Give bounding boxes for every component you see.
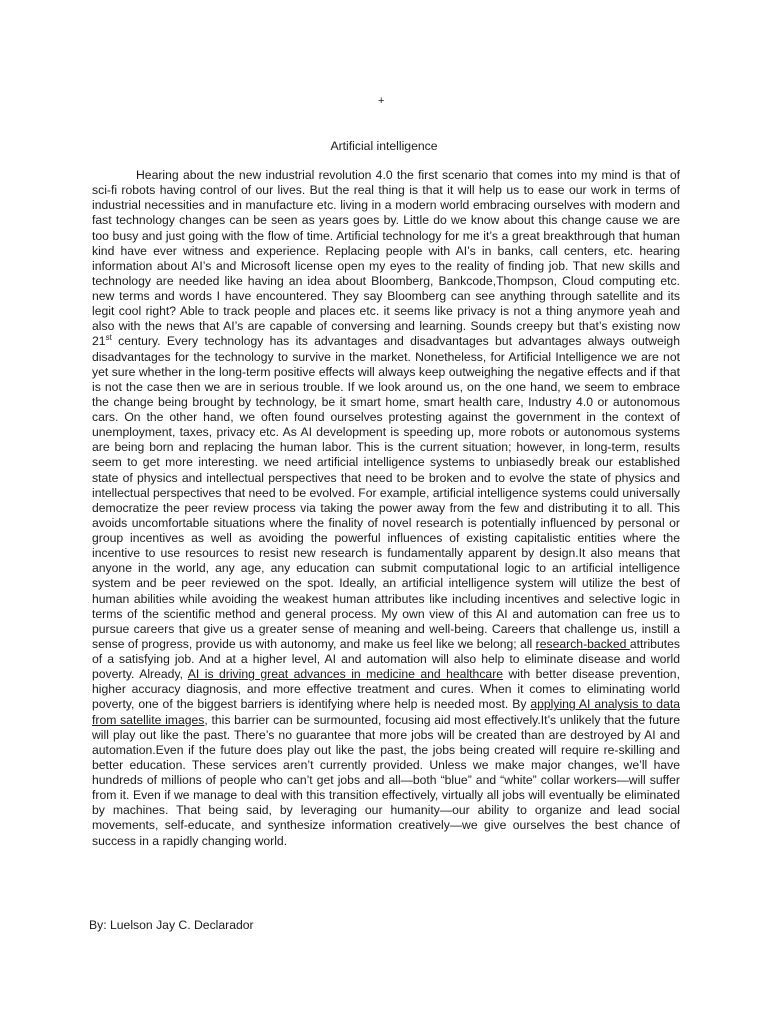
- author-line: By: Luelson Jay C. Declarador: [89, 918, 254, 932]
- text-segment: , this barrier can be surmounted, focusing aid most effectively.It’s unlikely that the future will play out like the past. There’s no guarantee that more jobs will be created than are destroyed by AI and automation.Even if the future does play out like the past, the jobs being created will require re-skilling and better education. These services aren’t currently provided. Unless we make major changes, we’ll have hundreds of millions of people who can’t get jobs and all—both “blue” and “white” collar workers—will suffer from it. Even if we manage to deal with this transition effectively, virtually all jobs will eventually be eliminated by machines. That being said, by leveraging our humanity—our ability to organize and lead social movements, self-educate, and synthesize information creatively—we give ourselves the best chance of success in a rapidly changing world.: [92, 712, 680, 848]
- document-title: Artificial intelligence: [330, 139, 438, 153]
- corner-mark: +: [378, 95, 385, 107]
- research-backed-link[interactable]: research-backed: [535, 636, 630, 651]
- superscript-text: st: [105, 333, 112, 343]
- ai-medicine-link[interactable]: AI is driving great advances in medicine and healthcare: [187, 667, 504, 682]
- text-segment: century. Every technology has its advantages and disadvantages but advantages always outweigh disadvantages for the technology to survive in the market. Nonetheless, for Artificial Intelligence we are not yet sure whether in the long-term positive effects will always keep outweighing the negative effects and if that is not the case then we are in serious trouble. If we look around us, on the one hand, we seem to embrace the change being brought by technology, be it smart home, smart health care, Industry 4.0 or autonomous cars. On the other hand, we often found ourselves protesting against the government in the context of unemployment, taxes, privacy etc. As AI development is speeding up, more robots or autonomous systems are being born and replacing the human labor. This is the current situation; however, in long-term, results seem to get more interesting. we need artificial intelligence systems to unbiasedly break our established state of physics and intellectual perspectives that need to be broken and to evolve the state of physics and intellectual perspectives that need to be evolved. For example, artificial intelligence systems could universally democratize the peer review process via taking the power away from the few and distributing it to all. This avoids uncomfortable situations where the finality of novel research is potentially influenced by personal or group incentives as well as avoiding the powerful influences of existing capitalistic entities where the incentive to use resources to resist new research is fundamentally apparent by design.It also means that anyone in the world, any age, any education can submit computational logic to an artificial intelligence system and be peer reviewed on the spot. Ideally, an artificial intelligence system will utilize the best of human abilities while avoiding the weakest human attributes like including incentives and selective logic in terms of the scientific method and general process. My own view of this AI and automation can free us to pursue careers that give us a greater sense of meaning and well-being. Careers that challenge us, instill a sense of progress, provide us with autonomy, and make us feel like we belong; all: [92, 334, 681, 651]
- body-paragraph: [92, 168, 680, 849]
- text-segment: Hearing about the new industrial revolution 4.0 the first scenario that comes into my mind is that of sci-fi robots having control of our lives. But the real thing is that it will help us to ease our work in terms of industrial necessities and in manufacture etc. living in a modern world embracing ourselves with modern and fast technology changes can be seen as years goes by. Little do we know about this change cause we are too busy and just going with the flow of time. Artificial technology for me it’s a great breakthrough that human kind have ever witness and experience. Replacing people with AI’s in banks, call centers, etc. hearing information about AI’s and Microsoft license open my eyes to the reality of finding job. That new skills and technology are needed like having an idea about Bloomberg, Bankcode,Thompson, Cloud computing etc. new terms and words I have encountered. They say Bloomberg can see anything through satellite and its legit cool right? Able to track people and places etc. it seems like privacy is not a thing anymore yeah and also with the news that AI’s are capable of conversing and learning. Sounds creepy but that’s existing now 21: [92, 168, 680, 349]
- satellite-images-link[interactable]: applying AI analysis to data from satellite images: [92, 697, 681, 727]
- text-segment: with better disease prevention, higher accuracy diagnosis, and more effective treatment and cures. When it comes to eliminating world poverty, one of the biggest barriers is identifying where help is needed most. By: [92, 667, 680, 712]
- text-segment: attributes of a satisfying job. And at a higher level, AI and automation will also help to eliminate disease and world poverty. Already,: [92, 636, 680, 682]
